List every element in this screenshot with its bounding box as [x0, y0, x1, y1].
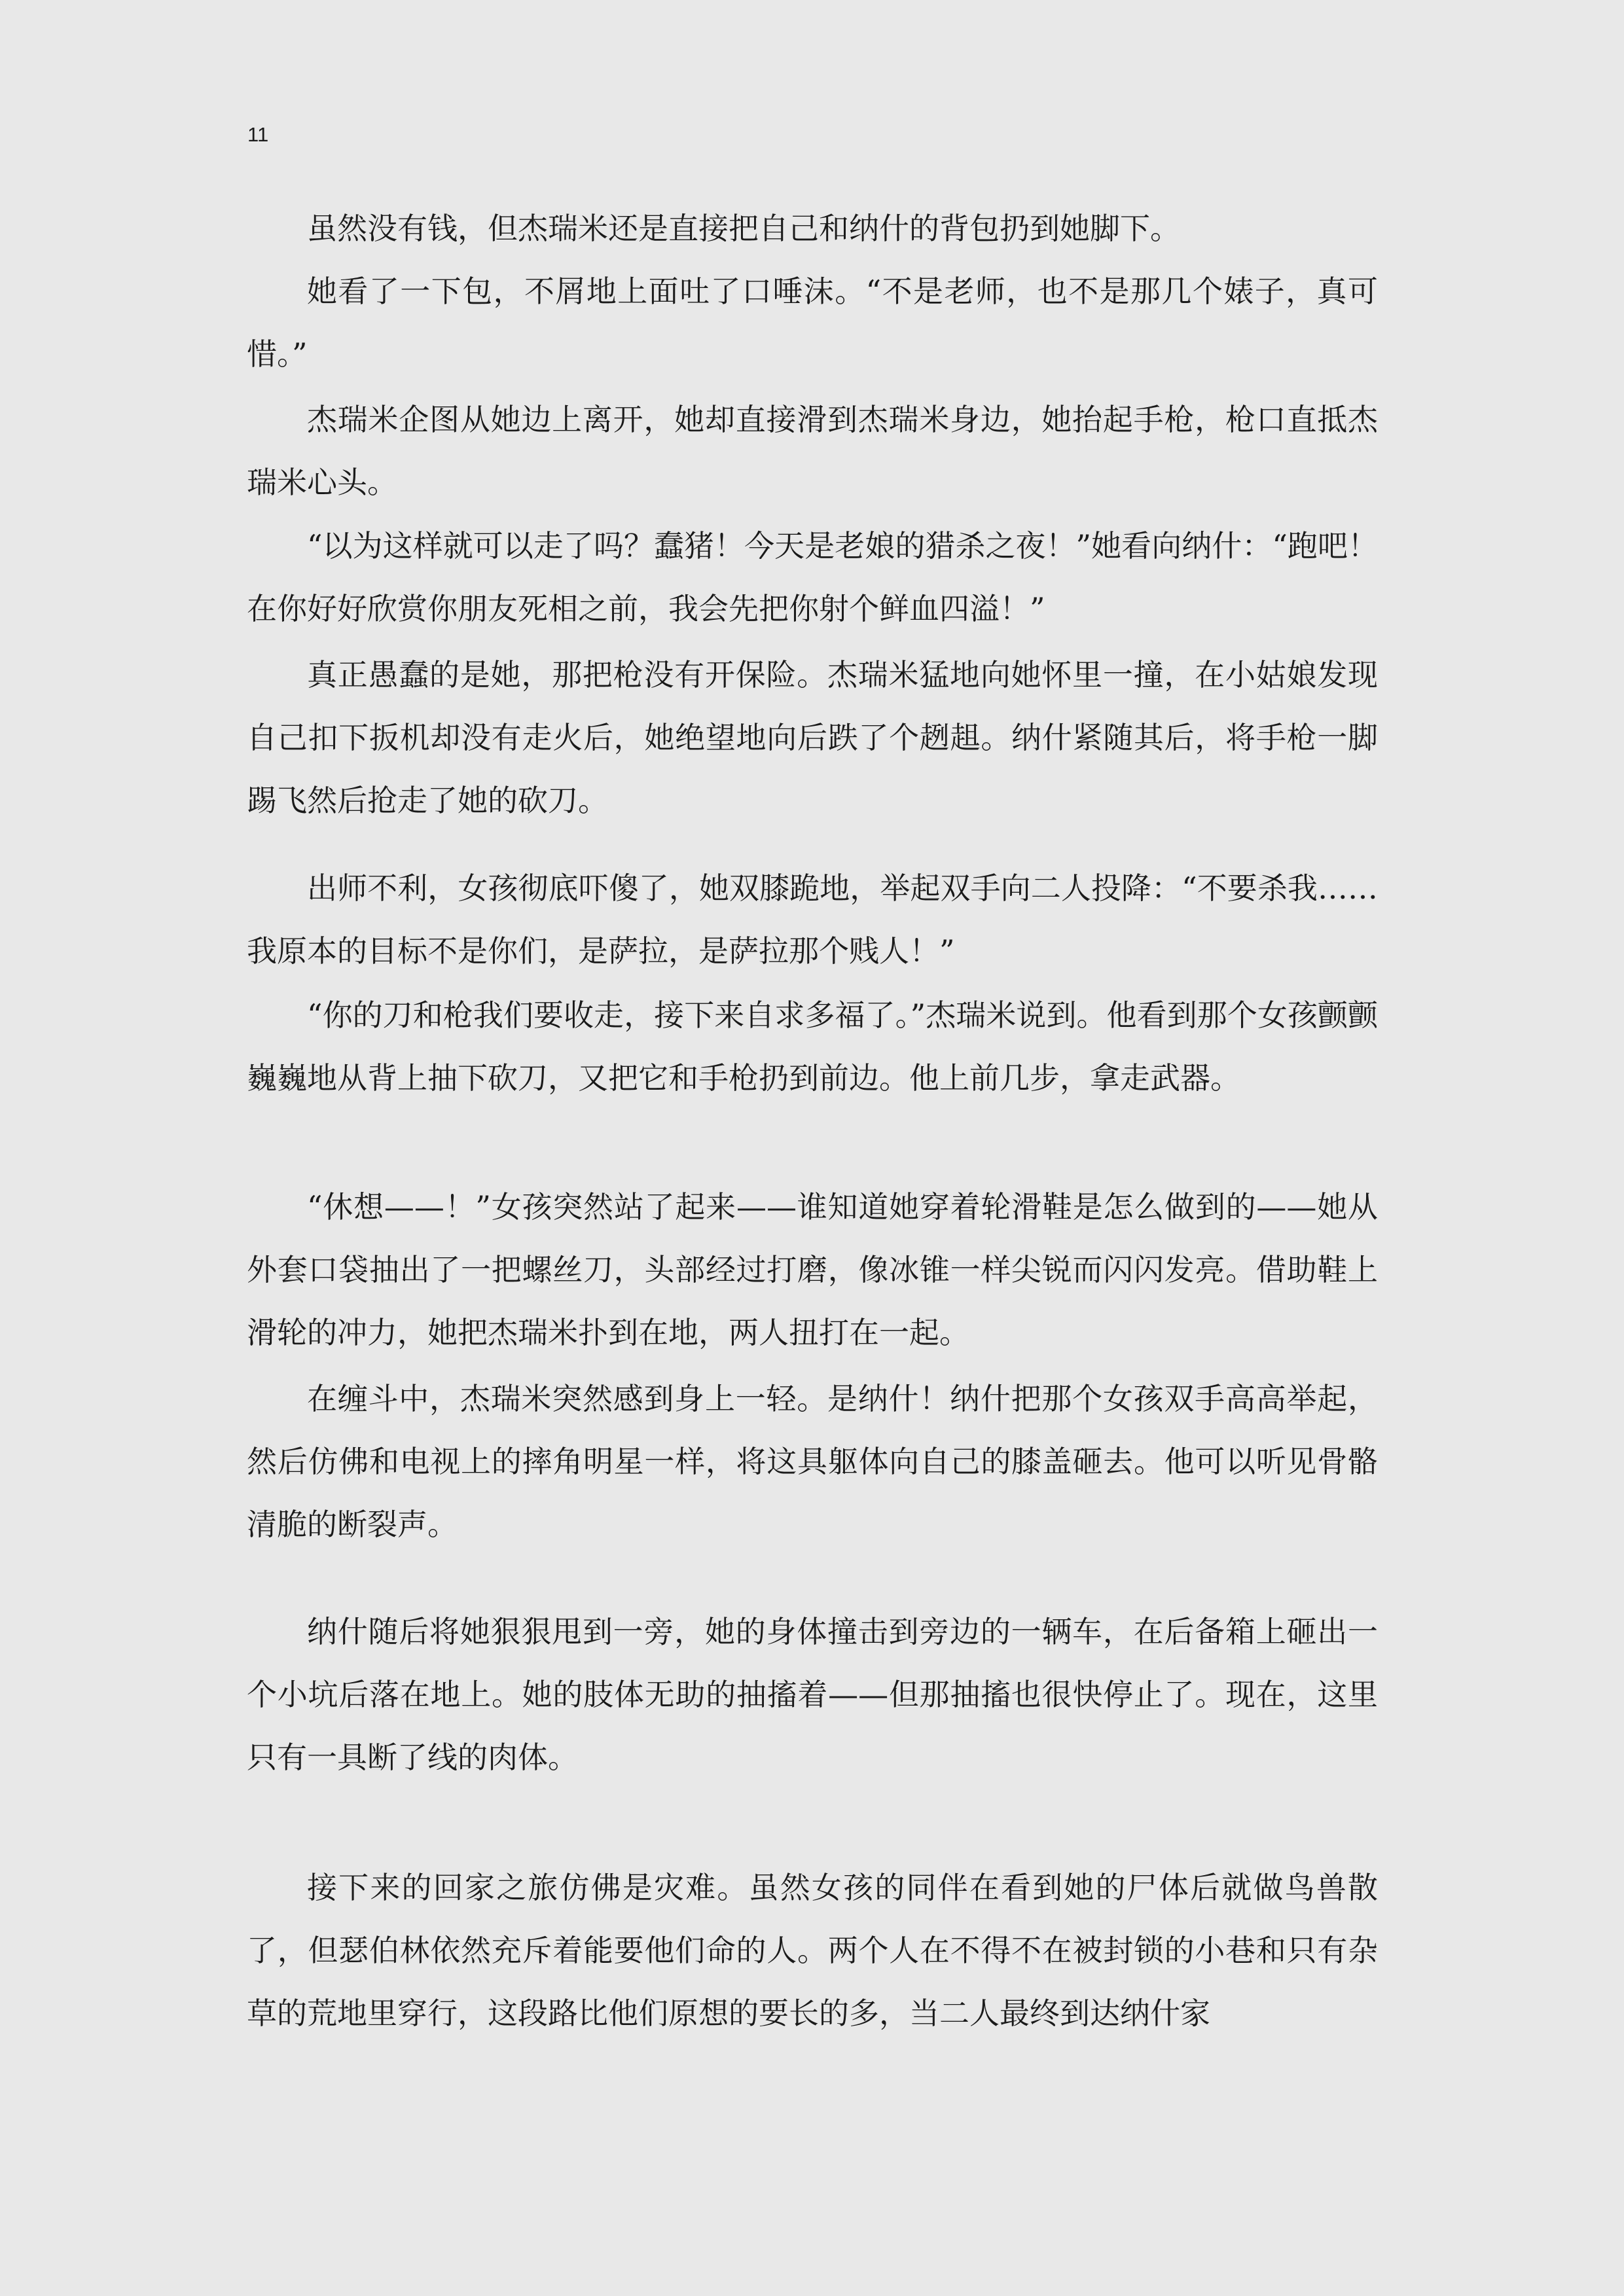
paragraph-6: 出师不利，女孩彻底吓傻了，她双膝跪地，举起双手向二人投降：“不要杀我……我原本的目标不是你们，是萨拉，是萨拉那个贱人！” [247, 870, 1378, 969]
paragraph-7: “你的刀和枪我们要收走，接下来自求多福了。”杰瑞米说到。他看到那个女孩颤颤巍巍地从背上抽下砍刀，又把它和手枪扔到前边。他上前几步，拿走武器。 [247, 997, 1378, 1096]
paragraph-8: “休想——！”女孩突然站了起来——谁知道她穿着轮滑鞋是怎么做到的——她从外套口袋抽出了一把螺丝刀，头部经过打磨，像冰锥一样尖锐而闪闪发亮。借助鞋上滑轮的冲力，她把杰瑞米扑到在地，两人扭打在一起。 [247, 1189, 1378, 1350]
paragraph-9: 在缠斗中，杰瑞米突然感到身上一轻。是纳什！纳什把那个女孩双手高高举起，然后仿佛和电视上的摔角明星一样，将这具躯体向自己的膝盖砸去。他可以听见骨骼清脆的断裂声。 [247, 1381, 1378, 1542]
paragraph-11: 接下来的回家之旅仿佛是灾难。虽然女孩的同伴在看到她的尸体后就做鸟兽散了，但瑟伯林依然充斥着能要他们命的人。两个人在不得不在被封锁的小巷和只有杂草的荒地里穿行，这段路比他们原想的要长的多，当二人最终到达纳什家 [247, 1870, 1378, 2031]
paragraph-4: “以为这样就可以走了吗？蠢猪！今天是老娘的猎杀之夜！”她看向纳什：“跑吧！在你好好欣赏你朋友死相之前，我会先把你射个鲜血四溢！” [247, 528, 1378, 626]
paragraph-2: 她看了一下包，不屑地上面吐了口唾沫。“不是老师，也不是那几个婊子，真可惜。” [247, 274, 1378, 372]
paragraph-5: 真正愚蠢的是她，那把枪没有开保险。杰瑞米猛地向她怀里一撞，在小姑娘发现自己扣下扳机却没有走火后，她绝望地向后跌了个趔趄。纳什紧随其后，将手枪一脚踢飞然后抢走了她的砍刀。 [247, 657, 1378, 818]
paragraph-3: 杰瑞米企图从她边上离开，她却直接滑到杰瑞米身边，她抬起手枪，枪口直抵杰瑞米心头。 [247, 402, 1378, 500]
paragraph-10: 纳什随后将她狠狠甩到一旁，她的身体撞击到旁边的一辆车，在后备箱上砸出一个小坑后落在地上。她的肢体无助的抽搐着——但那抽搐也很快停止了。现在，这里只有一具断了线的肉体。 [247, 1614, 1378, 1775]
page-number: 11 [247, 123, 269, 146]
paragraph-1: 虽然没有钱，但杰瑞米还是直接把自己和纳什的背包扔到她脚下。 [307, 211, 1180, 246]
